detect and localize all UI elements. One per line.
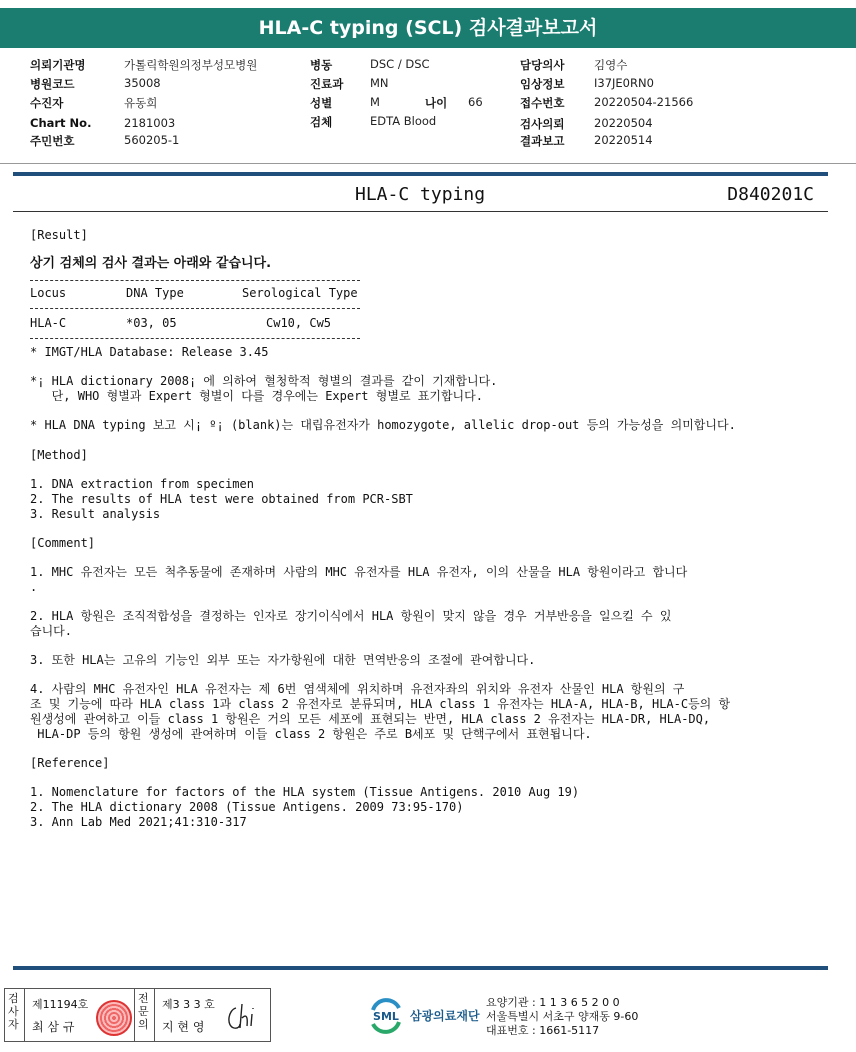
- reference-header: [Reference]: [30, 756, 110, 770]
- value-department: MN: [370, 76, 389, 90]
- comment-line: 조 및 기능에 따라 HLA class 1과 class 2 유전자로 분류되며, HLA class 1 유전자는 HLA-A, HLA-B, HLA-C등의 항: [30, 697, 731, 711]
- comment-line: .: [30, 580, 38, 594]
- report-title: HLA-C typing (SCL) 검사결과보고서: [0, 8, 856, 48]
- comment-line: 습니다.: [30, 624, 73, 638]
- label-institution: 의뢰기관명: [30, 58, 86, 72]
- value-ward: DSC / DSC: [370, 57, 430, 71]
- comment-line: 3. 또한 HLA는 고유의 기능인 외부 또는 자가항원에 대한 면역반응의 조절에 관여합니다.: [30, 653, 536, 667]
- sml-logo-text: SML: [373, 1010, 399, 1023]
- test-name: HLA-C typing: [355, 184, 486, 205]
- method-item: 3. Result analysis: [30, 507, 161, 521]
- org-code: 요양기관 : 1 1 3 6 5 2 0 0: [486, 996, 620, 1009]
- org-address: 서울특별시 서초구 양재동 9-60: [486, 1010, 639, 1023]
- label-patient: 수진자: [30, 96, 64, 110]
- result-header: [Result]: [30, 228, 88, 242]
- table-bottom-rule: [30, 338, 360, 339]
- reference-item: 3. Ann Lab Med 2021;41:310-317: [30, 815, 247, 829]
- reference-item: 1. Nomenclature for factors of the HLA system (Tissue Antigens. 2010 Aug 19): [30, 785, 580, 799]
- section-bar: [13, 172, 828, 176]
- col-header-dna-type: DNA Type: [126, 286, 184, 300]
- label-department: 진료과: [310, 77, 344, 91]
- value-sex: M: [370, 95, 380, 109]
- specialist-name: 지 현 영: [162, 1020, 205, 1034]
- divider: [154, 988, 155, 1042]
- cell-serological-type: Cw10, Cw5: [266, 316, 332, 330]
- value-specimen: EDTA Blood: [370, 114, 437, 128]
- sml-logo-icon: [367, 996, 405, 1034]
- note-blank: * HLA DNA typing 보고 시¡ º¡ (blank)는 대립유전자가 homozygote, allelic drop-out 등의 가능성을 의미합니다.: [30, 418, 736, 432]
- value-report-date: 20220514: [594, 133, 653, 147]
- note-expert: 단, WHO 형별과 Expert 형별이 다를 경우에는 Expert 형별로 표기합니다.: [30, 389, 483, 403]
- label-specimen: 검체: [310, 115, 333, 129]
- label-report-date: 결과보고: [520, 134, 565, 148]
- value-institution: 가톨릭학원의정부성모병원: [124, 58, 258, 72]
- label-receipt-no: 접수번호: [520, 96, 565, 110]
- cell-dna-type: *03, 05: [126, 316, 177, 330]
- label-clinical-info: 임상정보: [520, 77, 565, 91]
- org-phone: 대표번호 : 1661-5117: [486, 1024, 600, 1037]
- comment-line: HLA-DP 등의 항원 생성에 관여하며 이들 class 2 항원은 주로 B세포 및 단핵구에서 표현됩니다.: [30, 727, 592, 741]
- test-code: D840201C: [727, 184, 814, 205]
- comment-header: [Comment]: [30, 536, 96, 550]
- value-chart-no: 2181003: [124, 116, 176, 130]
- method-item: 2. The results of HLA test were obtained from PCR-SBT: [30, 492, 413, 506]
- value-request-date: 20220504: [594, 116, 653, 130]
- value-clinical-info: I37JE0RN0: [594, 76, 654, 90]
- value-resident-no: 560205-1: [124, 133, 180, 147]
- label-age: 나이: [425, 96, 448, 110]
- label-resident-no: 주민번호: [30, 134, 75, 148]
- method-item: 1. DNA extraction from specimen: [30, 477, 254, 491]
- value-doctor: 김영수: [594, 58, 628, 72]
- examiner-label: 검사자: [8, 992, 19, 1031]
- value-hospital-code: 35008: [124, 76, 161, 90]
- examiner-number: 제11194호: [32, 998, 89, 1011]
- note-dictionary: *¡ HLA dictionary 2008¡ 에 의하여 혈청학적 형별의 결과를 같이 기재합니다.: [30, 374, 498, 388]
- footer-bar: [13, 966, 828, 970]
- signature-mark: [222, 1000, 262, 1034]
- value-receipt-no: 20220504-21566: [594, 95, 694, 109]
- label-request-date: 검사의뢰: [520, 117, 565, 131]
- seal-stamp: [96, 1000, 132, 1036]
- header-underline: [13, 211, 828, 212]
- comment-line: 4. 사람의 MHC 유전자인 HLA 유전자는 제 6번 염색체에 위치하며 유전자좌의 위치와 유전자 산물인 HLA 항원의 구: [30, 682, 685, 696]
- value-age: 66: [468, 95, 483, 109]
- result-intro: 상기 검체의 검사 결과는 아래와 같습니다.: [30, 256, 272, 271]
- reference-item: 2. The HLA dictionary 2008 (Tissue Antigens. 2009 73:95-170): [30, 800, 464, 814]
- examiner-name: 최 삼 규: [32, 1020, 75, 1034]
- label-ward: 병동: [310, 58, 333, 72]
- divider: [0, 163, 856, 164]
- col-header-locus: Locus: [30, 286, 67, 300]
- value-patient: 유동희: [124, 96, 158, 110]
- col-header-serological-type: Serological Type: [242, 286, 358, 300]
- specialist-number: 제3 3 3 호: [162, 998, 215, 1011]
- divider: [134, 988, 135, 1042]
- table-mid-rule: [30, 308, 360, 309]
- table-top-rule: [30, 280, 360, 281]
- method-header: [Method]: [30, 448, 88, 462]
- specialist-label: 전문의: [138, 992, 149, 1031]
- note-imgt: * IMGT/HLA Database: Release 3.45: [30, 345, 269, 359]
- cell-locus: HLA-C: [30, 316, 67, 330]
- label-chart-no: Chart No.: [30, 116, 92, 130]
- comment-line: 원생성에 관여하고 이들 class 1 항원은 거의 모든 세포에 표현되는 반면, HLA class 2 유전자는 HLA-DR, HLA-DQ,: [30, 712, 711, 726]
- comment-line: 1. MHC 유전자는 모든 척추동물에 존재하며 사람의 MHC 유전자를 HLA 유전자, 이의 산물을 HLA 항원이라고 합니다: [30, 565, 688, 579]
- label-sex: 성별: [310, 96, 333, 110]
- divider: [24, 988, 25, 1042]
- org-name: 삼광의료재단: [410, 1009, 480, 1023]
- label-hospital-code: 병원코드: [30, 77, 75, 91]
- comment-line: 2. HLA 항원은 조직적합성을 결정하는 인자로 장기이식에서 HLA 항원이 맞지 않을 경우 거부반응을 일으킬 수 있: [30, 609, 672, 623]
- label-doctor: 담당의사: [520, 58, 565, 72]
